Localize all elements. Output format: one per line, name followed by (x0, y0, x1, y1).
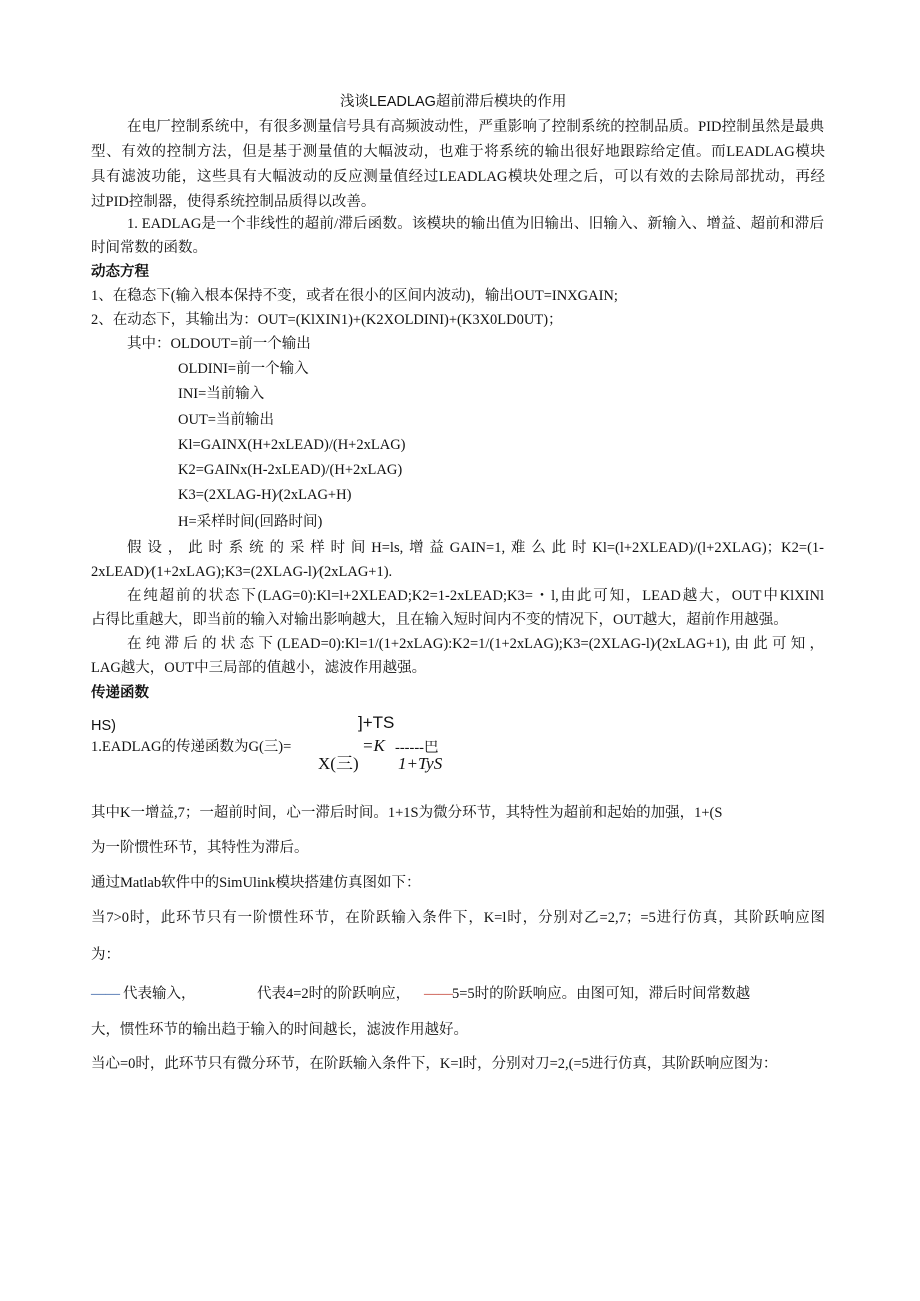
intro-line-1: 在电厂控制系统中，有很多测量信号具有高频波动性，严重影响了控制系统的控制品质。PID控制虽然是最典 (127, 119, 824, 135)
dynamic-line-1: 1、在稳态下(输入根本保持不变，或者在很小的区间内波动)，输出OUT=INXGAIN; (91, 288, 618, 304)
formula-numerator: ]+TS (358, 713, 395, 732)
def-h: H=采样时间(回路时间) (178, 514, 323, 530)
def-k3: K3=(2XLAG-H)⁄(2xLAG+H) (178, 487, 352, 503)
legend-blue-line: —— (91, 986, 120, 1002)
after-line-5: 为： (91, 947, 120, 963)
formula-label: 1.EADLAG的传递函数为G(三)= (91, 739, 292, 755)
formula-hs: HS) (91, 718, 116, 734)
intro-line-3: 具有滤波功能，这些具有大幅波动的反应测量值经过LEADLAG模块处理之后，可以有效的去除局部扰动，再经 (91, 169, 825, 185)
formula-denominator: 1+TyS (398, 754, 443, 773)
def-ini: INI=当前输入 (178, 386, 265, 402)
intro-line-4: 过PID控制器，使得系统控制品质得以改善。 (91, 194, 376, 210)
heading-transfer: 传递函数 (91, 685, 149, 701)
lead-line-1: 在纯超前的状态下(LAG=0):Kl=l+2XLEAD;K2=1-2xLEAD;K3=・l,由此可知，LEAD越大，OUT中KlXINl (127, 588, 824, 604)
def-out: OUT=当前输出 (178, 412, 274, 428)
lag-line-2: LAG越大，OUT中三局部的值越小，滤波作用越强。 (91, 660, 427, 676)
legend-represent-text: 代表4=2时的阶跃响应， (257, 986, 411, 1002)
heading-dynamic: 动态方程 (91, 264, 149, 280)
after-line-3: 通过Matlab软件中的SimUlink模块搭建仿真图如下： (91, 875, 421, 891)
after-line-4: 当7>0时，此环节只有一阶惯性环节，在阶跃输入条件下，K=l时，分别对乙=2,7；=5进行仿真，其阶跃响应图 (91, 910, 825, 926)
formula-dash: ------巴 (395, 740, 439, 756)
after-line-1: 其中K一增益,7；一超前时间，心一滞后时间。1+1S为微分环节，其特性为超前和起始的加强，1+(S (91, 805, 723, 821)
point1-line-2: 时间常数的函数。 (91, 240, 207, 256)
lead-line-2: 占得比重越大，即当前的输入对输出影响越大，且在输入短时间内不变的情况下，OUT越大，超前作用越强。 (91, 612, 788, 628)
legend-red-line: —— (424, 986, 453, 1002)
assume-line-1: 假设，此时系统的采样时间H=ls,增益GAIN=1,难么此时Kl=(l+2XLEAD)/(l+2XLAG)；K2=(1- (127, 540, 824, 556)
where-label: 其中：OLDOUT=前一个输出 (127, 336, 311, 352)
formula-eq: =K (362, 736, 385, 755)
final-line-2: 当心=0时，此环节只有微分环节，在阶跃输入条件下，K=l时，分别对刀=2,(=5进行仿真，其阶跃响应图为： (91, 1056, 778, 1072)
def-k2: K2=GAINx(H-2xLEAD)/(H+2xLAG) (178, 462, 403, 478)
page-title: 浅谈LEADLAG超前滞后模块的作用 (340, 94, 567, 110)
legend-input-label: 代表输入， (123, 986, 196, 1002)
def-k1: Kl=GAINX(H+2xLEAD)/(H+2xLAG) (178, 437, 406, 453)
after-line-2: 为一阶惯性环节，其特性为滞后。 (91, 840, 309, 856)
point1-line-1: 1. EADLAG是一个非线性的超前/滞后函数。该模块的输出值为旧输出、旧输入、新输入、增益、超前和滞后 (127, 216, 824, 232)
final-line-1: 大，惯性环节的输出趋于输入的时间越长，滤波作用越好。 (91, 1022, 468, 1038)
intro-line-2: 型、有效的控制方法，但是基于测量值的大幅波动，也难于将系统的输出很好地跟踪给定值。而LEADLAG模块 (91, 144, 825, 160)
formula-x: X(三) (318, 754, 359, 773)
lag-line-1: 在纯滞后的状态下(LEAD=0):Kl=1/(1+2xLAG):K2=1/(1+2xLAG);K3=(2XLAG-l)⁄(2xLAG+1),由此可知， (127, 636, 824, 652)
legend-rest-text: 5=5时的阶跃响应。由图可知，滞后时间常数越 (452, 986, 751, 1002)
dynamic-line-2: 2、在动态下，其输出为：OUT=(KlXIN1)+(K2XOLDINI)+(K3X0LD0UT)； (91, 312, 563, 328)
assume-line-2: 2xLEAD)⁄(1+2xLAG);K3=(2XLAG-l)⁄(2xLAG+1). (91, 564, 393, 580)
def-oldini: OLDINI=前一个输入 (178, 361, 309, 377)
